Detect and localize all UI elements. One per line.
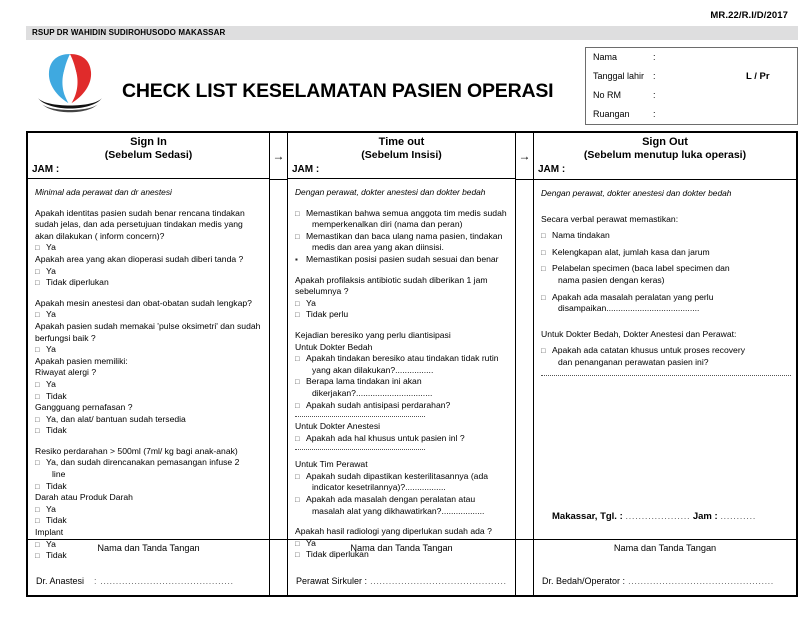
signature-dots-dr-bedah: ............................................... [625,576,774,586]
identity-label-nama: Nama [593,52,618,62]
spacer [35,437,262,446]
sign-out-check-3[interactable]: □ Pelabelan specimen (baca label specimen dan [541,263,789,275]
sign-out-check-4[interactable]: □ Apakah ada masalah peralatan yang perlu [541,292,789,304]
time-out-q2: Apakah hasil radiologi yang diperlukan sudah ada ? [295,526,492,537]
time-out-subtitle: (Sebelum Insisi) [361,149,442,161]
sign-out-lead: Secara verbal perawat memastikan: [541,213,679,224]
sign-out-content [534,180,796,539]
time-out-surgeon-check-3[interactable]: □ Apakah sudah antisipasi perdarahan? [295,400,508,412]
identity-colon-no-rm: : [653,90,656,100]
signature-cell-spacer-1 [270,540,288,595]
column-sign-out [534,133,796,539]
time-out-nurse-check-1-cont: indicator kesetrilannya)?................. [312,482,446,493]
signature-title-time-out: Nama dan Tanda Tangan [350,543,453,553]
sign-in-q1-option-ya[interactable]: □ Ya [35,242,262,254]
time-out-check-2-cont: medis dan area yang akan diinsisi. [312,242,444,253]
signature-cell-sign-out [534,540,796,595]
sign-in-q7: Darah atau Produk Darah [35,492,133,503]
patient-identity-box [585,47,798,125]
signature-cell-time-out [288,540,516,595]
time-out-nurse-check-2[interactable]: □ Apakah ada masalah dengan peralatan atau [295,494,508,506]
sign-out-section-title: Untuk Dokter Bedah, Dokter Anestesi dan Perawat: [541,328,737,339]
sign-in-q4: Apakah pasien sudah memakai 'pulse oksimetri' dan sudah berfungsi baik ? [35,320,261,343]
sign-in-q2-option-ya[interactable]: □ Ya [35,266,262,278]
signature-dots-anestesi: : ........................................... [94,576,234,586]
sign-in-content [28,179,269,564]
institution-bar [26,26,798,40]
time-out-surgeon-check-1-cont: yang akan dilakukan?................ [312,364,434,375]
arrow-column-1 [270,133,288,539]
sign-out-subtitle: (Sebelum menutup luka operasi) [583,149,747,161]
sign-out-date-dots: .................... [625,511,691,523]
identity-gender-option: L / Pr [746,71,770,82]
sign-in-q8: Implant [35,527,64,538]
time-out-q1: Apakah profilaksis antibiotic sudah diberikan 1 jam sebelumnya ? [295,274,488,297]
spacer [295,321,508,330]
sign-in-q5b-option-tidak[interactable]: □ Tidak [35,425,262,437]
arrow-column-2 [516,133,534,539]
masthead [26,42,798,128]
sign-out-section-check-1[interactable]: □ Apakah ada catatan khusus untuk proses recovery [541,345,789,357]
spacer [295,517,508,526]
sign-in-q7-option-ya[interactable]: □ Ya [35,504,262,516]
time-out-check-2[interactable]: □ Memastikan dan baca ulang nama pasien, tindakan [295,231,508,243]
time-out-content [288,179,515,563]
signature-cell-sign-in [28,540,270,595]
sign-in-q2: Apakah area yang akan dioperasi sudah diberi tanda ? [35,253,244,264]
identity-row-ruangan [586,105,797,124]
time-out-section-anesthetist-title: Untuk Dokter Anestesi [295,421,381,432]
arrow-right-icon-2: → [516,133,533,180]
page-title: CHECK LIST KESELAMATAN PASIEN OPERASI [122,80,554,102]
sign-out-check-1[interactable]: □ Nama tindakan [541,230,789,242]
time-out-surgeon-check-1[interactable]: □ Apakah tindakan beresiko atau tindakan tidak rutin [295,353,508,365]
identity-label-tanggal-lahir: Tanggal lahir [593,71,645,81]
time-out-anesthetist-check-1[interactable]: □ Apakah ada hal khusus untuk pasien inl ? [295,433,508,445]
sign-in-q6-option-ya-cont: line [52,469,66,480]
sign-out-notes-line[interactable] [541,374,791,376]
identity-colon-nama: : [653,52,656,62]
sign-in-q4-option-ya[interactable]: □ Ya [35,344,262,356]
sign-in-q6-option-ya[interactable]: □ Ya, dan sudah direncanakan pemasangan infuse 2 [35,457,262,469]
sign-out-header [534,133,796,180]
identity-row-tanggal-lahir [586,67,797,86]
time-out-header [288,133,515,179]
time-out-jam-field[interactable]: JAM : [292,164,320,175]
sign-out-place-date-field[interactable] [552,511,756,523]
sign-in-q5a: Riwayat alergi ? [35,367,97,378]
checklist-table [26,131,798,597]
sign-in-q3: Apakah mesin anestesi dan obat-obatan sudah lengkap? [35,297,252,308]
sign-out-check-3-cont: nama pasien dengan keras) [558,274,665,285]
time-out-q2-option-tidak-diperlukan[interactable]: □ Tidak diperlukan [295,549,508,561]
time-out-surgeon-answer-line[interactable] [295,415,425,417]
identity-colon-tanggal-lahir: : [653,71,656,81]
sign-in-q2-option-tidak-diperlukan[interactable]: □ Tidak diperlukan [35,277,262,289]
sign-out-intro: Dengan perawat, dokter anestesi dan dokter bedah [541,188,732,198]
sign-in-q5a-option-tidak[interactable]: □ Tidak [35,391,262,403]
signature-title-sign-in: Nama dan Tanda Tangan [97,543,200,553]
signature-field-anestesi[interactable] [36,576,234,586]
signature-role-dr-bedah: Dr. Bedah/Operator : [542,576,626,586]
sign-out-jam-label: Jam : [690,511,721,523]
sign-in-jam-field[interactable]: JAM : [32,164,60,175]
sign-in-q1: Apakah identitas pasien sudah benar rencana tindakan sudah jelas, dan ada persetujuan tindakan medis yang akan dilakukan ( inform concern)? [35,207,245,241]
signature-dots-perawat-sirkuler: ............................................ [367,576,507,586]
sign-in-q3-option-ya[interactable]: □ Ya [35,309,262,321]
time-out-title: Time out [378,136,425,148]
sign-out-section-check-1-cont: dan penanganan perawatan pasien ini? [558,356,709,367]
sign-in-q5a-option-ya[interactable]: □ Ya [35,379,262,391]
hospital-logo-icon [32,46,108,118]
sign-out-title: Sign Out [642,136,688,148]
signature-role-perawat-sirkuler: Perawat Sirkuler : [296,576,368,586]
time-out-q2-option-ya[interactable]: □ Ya [295,538,508,550]
sign-in-q6: Resiko perdarahan > 500ml (7ml/ kg bagi anak-anak) [35,445,238,456]
time-out-q1-option-ya[interactable]: □ Ya [295,298,508,310]
sign-in-q8-option-ya[interactable]: □ Ya [35,539,262,551]
sign-out-check-2[interactable]: □ Kelengkapan alat, jumlah kasa dan jarum [541,247,789,259]
sign-in-q6-option-tidak[interactable]: □ Tidak [35,481,262,493]
identity-colon-ruangan: : [653,109,656,119]
identity-label-ruangan: Ruangan [593,109,630,119]
sign-out-place-label: Makassar, Tgl. : [552,511,626,523]
institution-name: RSUP DR WAHIDIN SUDIROHUSODO MAKASSAR [32,28,226,37]
signature-field-perawat-sirkuler[interactable] [296,576,507,586]
sign-in-subtitle: (Sebelum Sedasi) [104,149,193,161]
sign-in-intro: Minimal ada perawat dan dr anestesi [35,187,172,197]
time-out-check-1[interactable]: □ Memastikan bahwa semua anggota tim medis sudah [295,208,508,220]
sign-in-q5b: Gangguang pernafasan ? [35,402,133,413]
time-out-nurse-check-2-cont: masalah alat yang dikhawatirkan?.................. [312,505,485,516]
sign-in-title: Sign In [130,136,167,148]
identity-label-no-rm: No RM [593,90,622,100]
sign-in-q5b-option-ya[interactable]: □ Ya, dan alat/ bantuan sudah tersedia [35,414,262,426]
time-out-surgeon-check-2-cont: dikerjakan?................................ [312,387,433,398]
sign-out-jam-dots: ........... [720,511,756,523]
identity-row-no-rm [586,86,797,105]
identity-row-nama [586,48,797,67]
time-out-section-surgeon-title: Untuk Dokter Bedah [295,341,373,352]
spacer [295,266,508,275]
time-out-section-risk-title: Kejadian beresiko yang perlu diantisipasi [295,329,451,340]
signature-row [28,539,796,595]
sign-in-q8-option-tidak[interactable]: □ Tidak [35,550,262,562]
sign-out-check-4-cont: disampaikan....................................... [558,303,700,314]
arrow-column-1-body [270,180,287,539]
spacer [541,320,789,329]
sign-in-header [28,133,269,179]
sign-out-jam-field[interactable]: JAM : [538,164,566,175]
time-out-nurse-check-1[interactable]: □ Apakah sudah dipastikan kesterilitasannya (ada [295,471,508,483]
signature-role-anestesi: Dr. Anastesi [36,576,85,586]
signature-field-dr-bedah[interactable] [542,576,774,586]
signature-title-sign-out: Nama dan Tanda Tangan [613,543,717,553]
sign-in-q7-option-tidak[interactable]: □ Tidak [35,515,262,527]
arrow-right-icon: → [270,133,287,180]
time-out-surgeon-check-2[interactable]: □ Berapa lama tindakan ini akan [295,376,508,388]
document-code: MR.22/R.I/D/2017 [710,10,788,21]
signature-cell-spacer-2 [516,540,534,595]
time-out-section-nurse-title: Untuk Tim Perawat [295,459,368,470]
spacer [35,289,262,298]
time-out-anesthetist-answer-line[interactable] [295,448,425,450]
time-out-check-1-cont: memperkenalkan diri (nama dan peran) [312,219,463,230]
sign-in-q5: Apakah pasien memiliki: [35,355,128,366]
time-out-intro: Dengan perawat, dokter anestesi dan dokter bedah [295,187,486,197]
time-out-q1-option-tidak-perlu[interactable]: □ Tidak perlu [295,309,508,321]
time-out-check-3[interactable]: ▪ Memastikan posisi pasien sudah sesuai dan benar [295,254,508,266]
arrow-column-2-body [516,180,533,539]
